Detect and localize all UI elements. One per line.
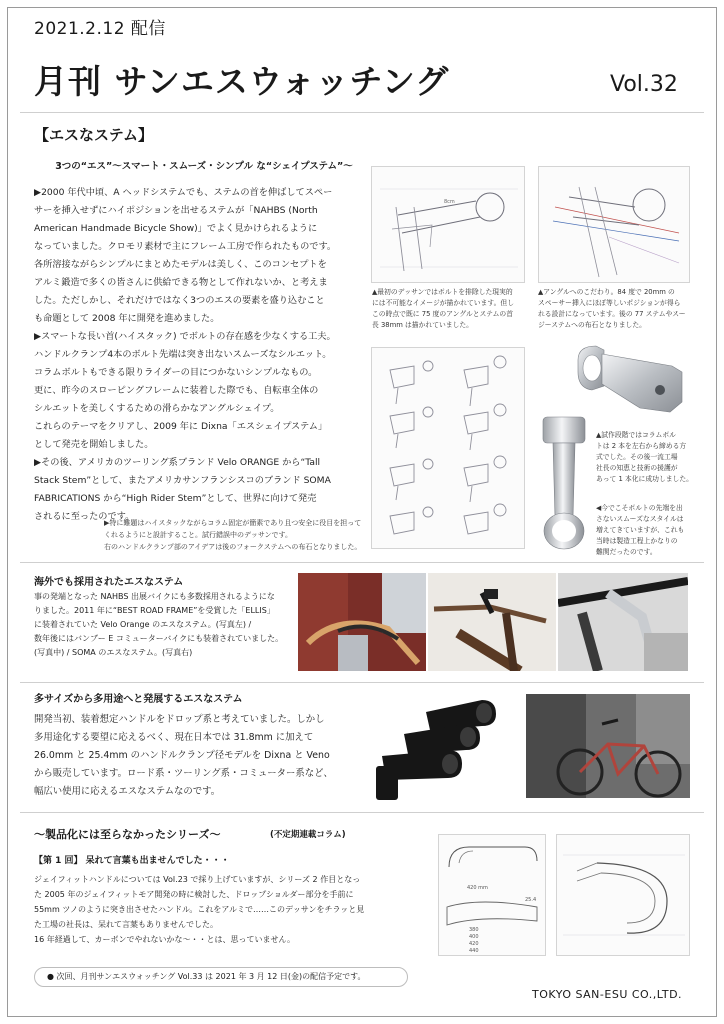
silver-stem-front-drawing (535, 413, 593, 553)
issue-date: 2021.2.12 配信 (34, 19, 166, 39)
photo-soma-drawing (558, 573, 688, 671)
design-note (104, 517, 372, 553)
note-line: ▶特に難題はハイスタックながらコラム固定が簡素であり且つ安全に役目を担って (104, 519, 362, 527)
sketch-label: 380 (469, 927, 479, 933)
handlebar-sketch-side-drawing (557, 835, 691, 957)
stem-sketch-1-drawing (372, 167, 526, 284)
body-line: これらのテーマをクリアし、2009 年に Dixna「エスシェイプステム」 (34, 421, 328, 432)
caption-line: 長 38mm は描かれていました。 (372, 321, 473, 329)
episode-title: 【第 1 回】 呆れて言葉も出ませんでした・・・ (34, 856, 230, 866)
sketch-label: 25.4 (525, 897, 537, 903)
body-line: シルエットを美しくするための滑らかなアングルシェイプ。 (34, 403, 280, 414)
body-line: 26.0mm と 25.4mm のハンドルクランプ径モデルを Dixna と Veno (34, 750, 330, 761)
caption-line: ▲試作段階ではコラムボル (596, 431, 676, 439)
page-title: 月刊 サンエスウォッチング (34, 62, 450, 101)
sketch-1-label: 8cm (444, 199, 455, 205)
note-line: 右のハンドルクランプ部のアイデアは後のフォークステムへの布石となりました。 (104, 543, 362, 551)
section-subheading: 3つの“エス”〜スマート・スムーズ・シンプル な“シェイプステム”〜 (55, 161, 353, 172)
caption-line: ◀今でこそボルトの先端を出 (596, 504, 683, 512)
caption-line: 式でした。その後一流工場 (596, 453, 678, 461)
body-line: されるに至ったのです。 (34, 511, 135, 522)
body-line: から販売しています。ロード系・ツーリング系・コミューター系など、 (34, 768, 333, 779)
body-line: 開発当初、装着想定ハンドルをドロップ系と考えていました。しかし (34, 714, 325, 725)
photo-ellis-drawing (298, 573, 426, 671)
photo-city-bike (526, 694, 690, 798)
section-heading-main: 【エスなステム】 (34, 126, 153, 144)
body-line: なっていました。クロモリ素材で主にフレーム工房で作られたものです。 (34, 241, 337, 252)
photo-bamboo-drawing (428, 573, 556, 671)
company-name: TOKYO SAN-ESU CO.,LTD. (532, 988, 683, 1001)
body-line: た 2005 年のジェイフィットモア開発の時に検討した、ドロップショルダー部分を手前に (34, 890, 354, 899)
sketch-label: 440 (469, 948, 479, 954)
sketch-2-caption (538, 287, 698, 331)
caption-line: 社長の知恵と技術の援護が (596, 464, 678, 472)
body-line: 更に、昨今のスローピングフレームに装着した際でも、自転車全体の (34, 385, 319, 396)
body-line: FABRICATIONS から“High Rider Stem”として、世界に向けて発売 (34, 493, 317, 504)
black-stems-photo (372, 694, 506, 804)
main-body (34, 184, 374, 526)
body-line: ▶2000 年代中頃、A ヘッドシステムでも、ステムの首を伸ばしてスペー (34, 187, 333, 198)
body-line: サーを挿入せずにハイポジションを出せるステムが「NAHBS (North (34, 205, 318, 216)
series-body (34, 872, 429, 947)
body-line: 幅広い使用に応えるエスなステムなのです。 (34, 786, 221, 797)
body-line: 16 年経過して、カーボンでやれないかな〜・・とは、思っていません。 (34, 935, 296, 944)
section-divider-3 (20, 812, 704, 813)
body-line: た工場の社長は、呆れて言葉もありませんでした。 (34, 920, 218, 929)
note-line: くれるようにと設計すること。試行錯誤中のデッサンです。 (104, 531, 292, 539)
stem-sketch-2-drawing (539, 167, 691, 284)
silver-stem-front-photo (535, 413, 593, 553)
caption-line: には不可能なイメージが描かれています。但し (372, 299, 514, 307)
handlebar-sketch-top-drawing (439, 835, 547, 957)
body-line: コラムボルトもできる限りライダーの目につかないシンプルなもの。 (34, 367, 318, 378)
body-line: りました。2011 年に“BEST ROAD FRAME”を受賞した「ELLIS」 (34, 606, 275, 615)
prototype-caption (596, 430, 696, 485)
body-line: ▶その後、アメリカのツーリング系ブランド Velo ORANGE から“Tall (34, 457, 321, 468)
caption-line: れる設計になっています。後の 77 ステムやスー (538, 310, 686, 318)
sketch-1-caption (372, 287, 528, 331)
body-line: 数年後にはバンブー E コミューターバイクにも装着されていました。 (34, 634, 284, 643)
section-heading-sizes: 多サイズから多用途へと発展するエスなステム (34, 694, 243, 705)
section-heading-series: 〜製品化には至らなかったシリーズ〜 (34, 828, 221, 841)
sketch-label: 420 (469, 941, 479, 947)
body-line: American Handmade Bicycle Show)」でよく見かけられるように (34, 223, 318, 234)
stem-sketch-1 (371, 166, 525, 283)
body-line: 多用途化する要望に応えるべく、現在日本では 31.8mm に加えて (34, 732, 314, 743)
caption-line: あって 1 本化に成功しました。 (596, 475, 693, 483)
stem-sketch-2 (538, 166, 690, 283)
body-line: ▶スマートな長い首(ハイスタック) でボルトの存在感を少なくする工夫。 (34, 331, 336, 342)
silver-stem-photo (574, 342, 690, 418)
handlebar-sketch-top (438, 834, 546, 956)
photo-soma-stem (558, 573, 688, 671)
body-line: 各所溶接ながらシンプルにまとめたモデルは美しく、このコンセプトを (34, 259, 327, 270)
section-divider-1 (20, 562, 704, 563)
overseas-body (34, 590, 296, 660)
header-divider (20, 112, 704, 113)
body-line: した。ただしかし、それだけではなく3つのエスの要素を盛り込むこと (34, 295, 325, 306)
silver-stem-drawing (574, 342, 690, 418)
body-line: ジェイフィットハンドルについては Vol.23 で採り上げていますが、シリーズ 2 作目となっ (34, 875, 361, 884)
section-divider-2 (20, 682, 704, 683)
caption-line: ▲アングルへのこだわり。84 度で 20mm の (538, 288, 675, 296)
body-line: (写真中) / SOMA のエスなステム。(写真右) (34, 648, 193, 657)
sketch-label: 400 (469, 934, 479, 940)
body-line: 事の発端となった NAHBS 出展バイクにも多数採用されるようにな (34, 592, 275, 601)
sizes-body (34, 711, 354, 801)
photo-ellis-bike (298, 573, 426, 671)
bolt-caption (596, 503, 696, 558)
prototype-sketches (371, 347, 525, 549)
prototype-sketches-drawing (372, 348, 526, 550)
section-heading-overseas: 海外でも採用されたエスなステム (34, 577, 184, 588)
caption-line: 当時は製造工程上かなりの (596, 537, 678, 545)
photo-bamboo-bike (428, 573, 556, 671)
caption-line: トは 2 本を左右から締める方 (596, 442, 687, 450)
caption-line: 難関だったのです。 (596, 548, 657, 556)
body-line: として発売を開始しました。 (34, 439, 154, 450)
caption-line: ジーステムへの布石となりました。 (538, 321, 646, 329)
caption-line: この時点で既に 75 度のアングルとステムの首 (372, 310, 514, 318)
sketch-label: 420 mm (467, 885, 488, 891)
body-line: Stack Stem”として、またアメリカサンフランシスコのブランド SOMA (34, 475, 331, 486)
photo-city-drawing (526, 694, 690, 798)
body-line: も命題として 2008 年に開発を進めました。 (34, 313, 220, 324)
caption-line: スペーサー挿入にほぼ等しいポジションが得ら (538, 299, 681, 307)
next-issue-notice: ● 次回、月刊サンエスウォッチング Vol.33 は 2021 年 3 月 12 日(金)の配信予定です。 (34, 967, 408, 987)
handlebar-sketch-side (556, 834, 690, 956)
black-stems-drawing (372, 694, 506, 804)
body-line: ハンドルクランプ4本のボルト先端は突き出ないスムーズなシルエット。 (34, 349, 332, 360)
volume-number: Vol.32 (610, 72, 678, 97)
caption-line: ▲最初のデッサンではボルトを排除した現実的 (372, 288, 513, 296)
body-line: アルミ鍛造で多くの皆さんに供給できる物として作れないか、と考えま (34, 277, 328, 288)
series-heading-note: (不定期連載コラム) (270, 830, 346, 840)
body-line: に装着されていた Velo Orange のエスなステム。(写真左) / (34, 620, 252, 629)
caption-line: さないスムーズなスタイルは (596, 515, 684, 523)
caption-line: 増えてきていますが、これも (596, 526, 685, 534)
body-line: 55mm ツノのように突き出させたハンドル。これをアルミで……このデッサンをチラッと見 (34, 905, 365, 914)
